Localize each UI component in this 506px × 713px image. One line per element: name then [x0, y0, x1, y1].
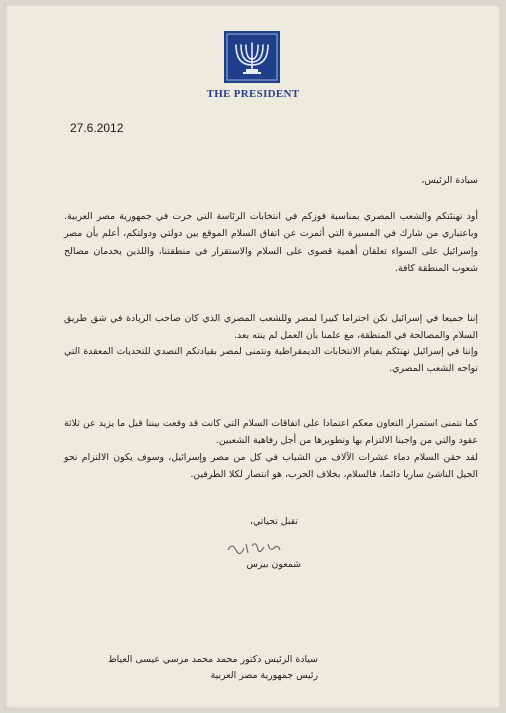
addressee-block — [108, 652, 318, 684]
paragraph-elections: وإننا في إسرائيل نهنئكم بقيام الانتخابات الديمقراطية ونتمنى لمصر بقيادتكم التصدي للتحديات المعقدة التي تواجه الشعب المصري. — [64, 346, 478, 375]
paragraph-congratulations: أود تهنئتكم والشعب المصري بمناسبة فوزكم في انتخابات الرئاسة التي جرت في جمهورية مصر العربية. وباعتباري من شارك في المسيرة التي أثمرت عن اتفاق السلام الموقع بين دولتي ودولتكم، أعلم بأن مصر وإسرائيل على السواء تعلقان أهمية قصوى على السلام والاستقرار في منطقتنا، واللذين يخدمان مصالح شعوب المنطقة كافة. — [64, 211, 478, 274]
paragraph-peace: لقد حقن السلام دماء عشرات الآلاف من الشباب في كل من مصر وإسرائيل، وسوف يكون الالتزام نحو الجيل الناشئ ساريا دائما، فالسلام، بخلاف الحرب، هو انتصار لكلا الطرفين. — [64, 452, 478, 481]
addressee-title: رئيس جمهورية مصر العربية — [210, 670, 318, 681]
paragraph-respect: إننا جميعا في إسرائيل نكن احتراما كبيرا لمصر وللشعب المصري الذي كان صاحب الريادة في شق طريق السلام والمصالحة في المنطقة، مع علمنا بأن العمل لم ينته بعد. — [64, 313, 478, 342]
signer-name: شمعون بيرس — [246, 559, 301, 570]
menorah-emblem-icon — [224, 31, 280, 83]
paragraph-cooperation: كما نتمنى استمرار التعاون معكم اعتمادا على اتفاقات السلام التي كانت قد وقعت بيننا قبل ما يزيد عن ثلاثة عقود والتي من واجبنا الالتزام بها وتطويرها من أجل رفاهية الشعبين. — [64, 418, 478, 447]
salutation: سيادة الرئيس، — [421, 175, 478, 186]
handwritten-signature — [224, 538, 284, 558]
letter-date: 27.6.2012 — [70, 121, 124, 135]
addressee-name: سيادة الرئيس دكتور محمد محمد مرسي عيسى العياط — [108, 654, 318, 665]
letterhead-title: THE PRESIDENT — [206, 88, 300, 100]
closing-line: تقبل تحياتي، — [249, 516, 298, 527]
